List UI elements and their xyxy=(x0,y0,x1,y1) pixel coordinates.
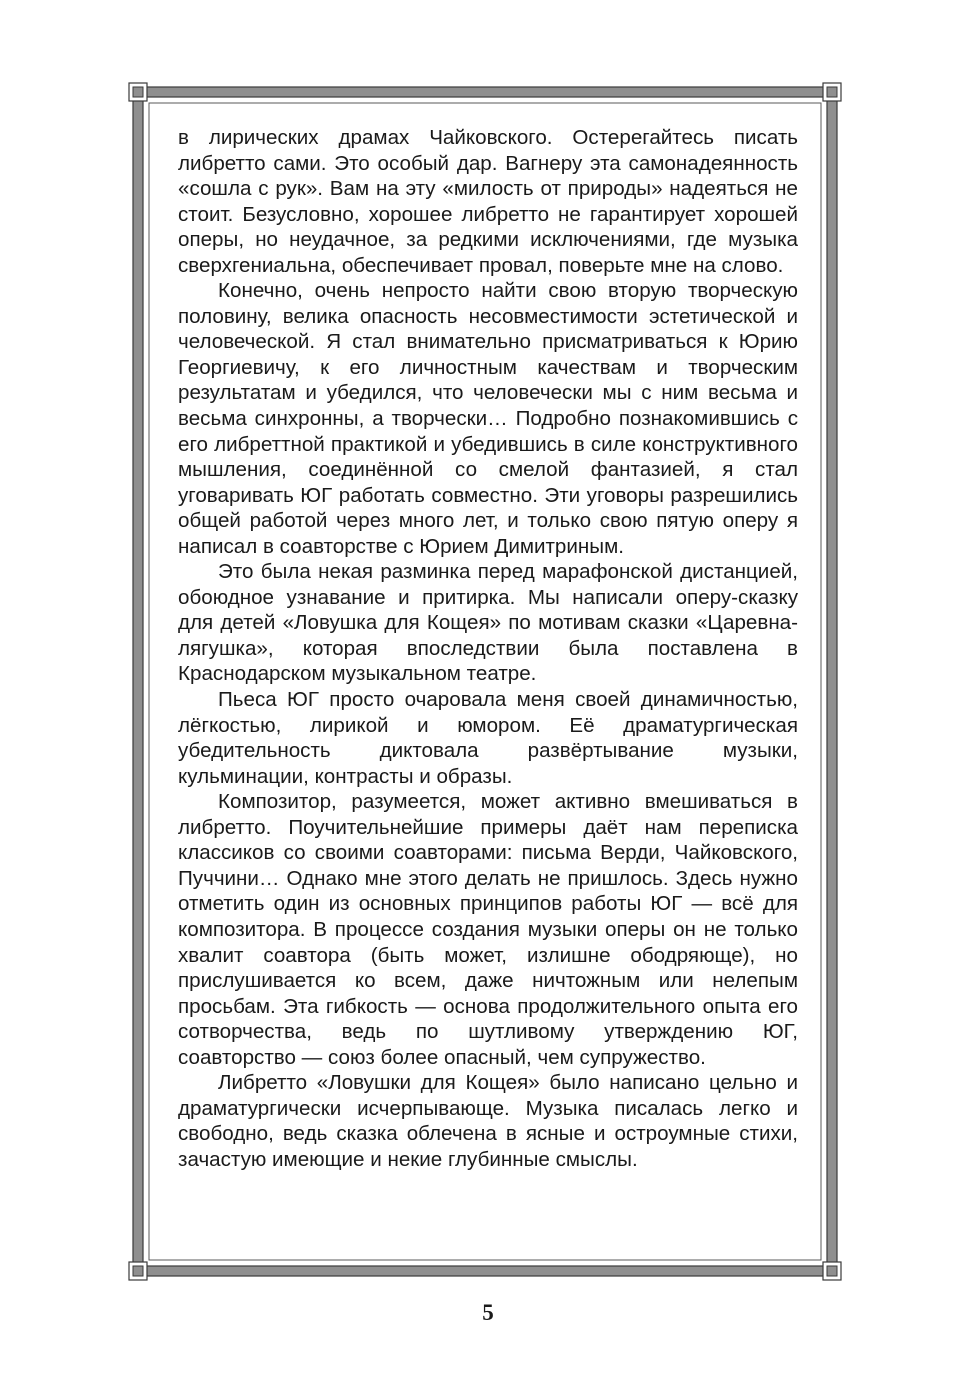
page-number: 5 xyxy=(482,1300,494,1325)
paragraph-1: в лирических драмах Чайковского. Остерегайтесь писать либретто сами. Это особый дар. Вагнеру эта самонадеянность «сошла с рук». Вам на эту «милость от природы» надеяться не стоит. Безусловно, хорошее либретто не гарантирует хорошей оперы, но неудачное, за редкими исключениями, где музыка сверхгениальна, обеспечивает провал, поверьте мне на слово. xyxy=(178,126,798,277)
corner-ornament-bottom-right xyxy=(823,1262,841,1280)
corner-ornament-top-left xyxy=(129,83,147,101)
paragraph-2: Конечно, очень непросто найти свою вторую творческую половину, велика опасность несовместимости эстетической и человеческой. Я стал внимательно присматриваться к Юрию Георгиевичу, к его личностным качествам и творческим результатам и убедился, что человечески мы с ним весьма и весьма синхронны, а творчески… Подробно познакомившись с его либреттной практикой и убедившись в силе конструктивного мышления, соединённой со смелой фантазией, я стал уговаривать ЮГ работать совместно. Эти уговоры разрешились общей работой через много лет, и только свою пятую оперу я написал в соавторстве с Юрием Димитриным. xyxy=(178,279,798,558)
paragraph-6: Либретто «Ловушки для Кощея» было написано цельно и драматургически исчерпывающе. Музыка писалась легко и свободно, ведь сказка облечена в ясные и остроумные стихи, зачастую имеющие и некие глубинные смыслы. xyxy=(178,1071,798,1171)
corner-ornament-top-right xyxy=(823,83,841,101)
body-text xyxy=(178,125,798,1247)
paragraph-4: Пьеса ЮГ просто очаровала меня своей динамичностью, лёгкостью, лирикой и юмором. Её драматургическая убедительность диктовала развёртывание музыки, кульминации, контрасты и образы. xyxy=(178,688,798,788)
corner-ornament-bottom-left xyxy=(129,1262,147,1280)
paragraph-3: Это была некая разминка перед марафонской дистанцией, обоюдное узнавание и притирка. Мы написали оперу-сказку для детей «Ловушка для Кощея» по мотивам сказки «Царевна-лягушка», которая впоследствии была поставлена в Краснодарском музыкальном театре. xyxy=(178,560,798,686)
paragraph-5: Композитор, разумеется, может активно вмешиваться в либретто. Поучительнейшие примеры даёт нам переписка классиков со своими соавторами: письма Верди, Чайковского, Пуччини… Однако мне этого делать не пришлось. Здесь нужно отметить один из основных принципов работы ЮГ — всё для композитора. В процессе создания музыки оперы он не только хвалит соавтора (быть может, излишне ободряюще), но прислушивается ко всем, даже ничтожным или нелепым просьбам. Эта гибкость — основа продолжительного опыта его сотворчества, ведь по шутливому утверждению ЮГ, соавторство — союз более опасный, чем супружество. xyxy=(178,790,798,1069)
